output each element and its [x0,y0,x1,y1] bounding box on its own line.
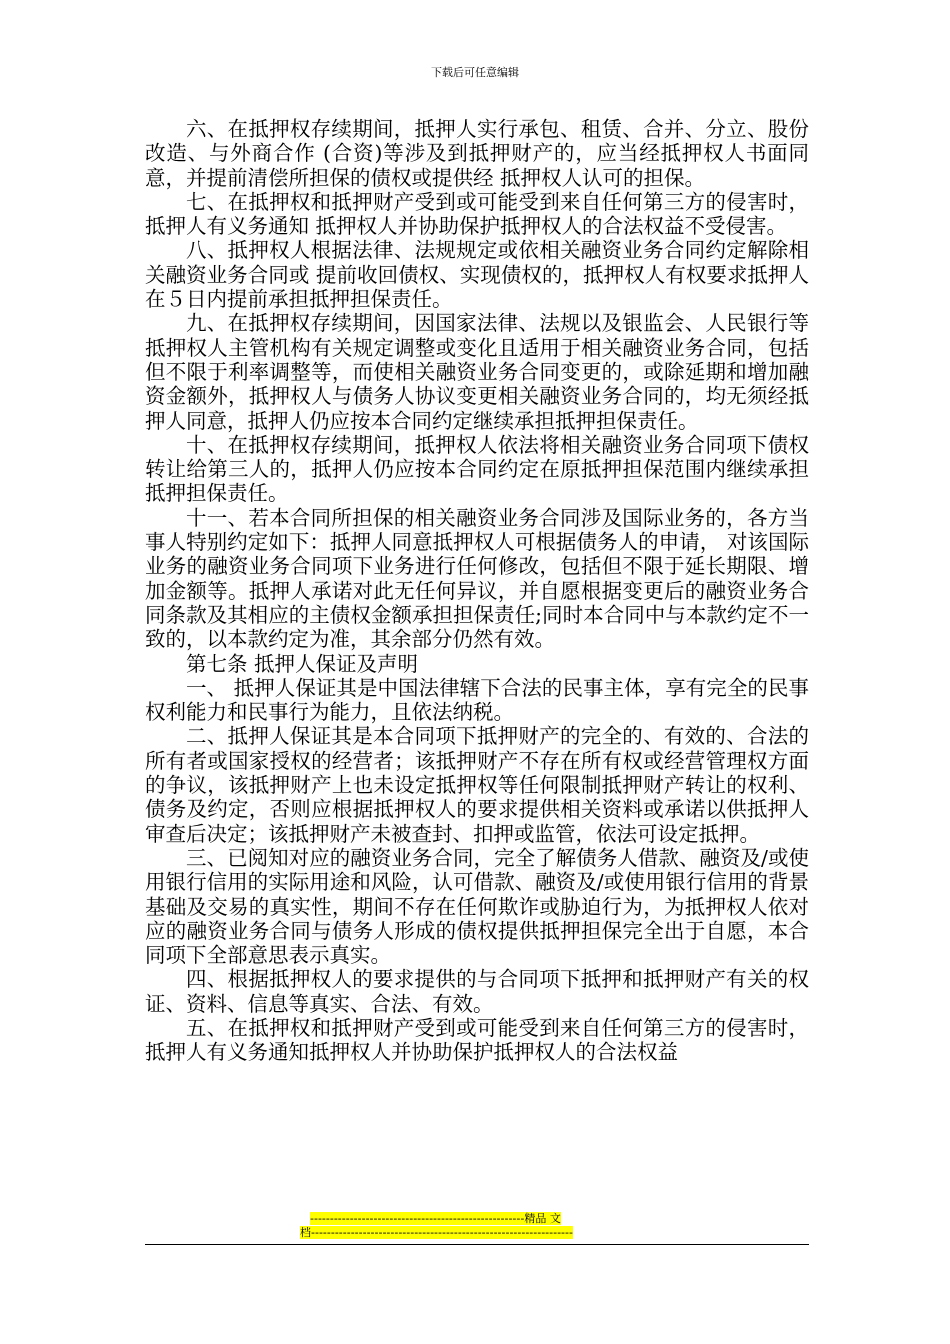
paragraph-warranty-4: 四、根据抵押权人的要求提供的与合同项下抵押和抵押财产有关的权证、资料、信息等真实、合法、有效。 [145,967,809,1016]
footer-divider [145,1244,809,1245]
page-header: 下载后可任意编辑 [431,66,519,79]
document-body [145,117,809,1065]
paragraph-warranty-1: 一、 抵押人保证其是中国法律辖下合法的民事主体，享有完全的民事权利能力和民事行为能力，且依法纳税。 [145,675,809,725]
paragraph-warranty-3: 三、已阅知对应的融资业务合同，完全了解债务人借款、融资及/或使用银行信用的实际用途和风险，认可借款、融资及/或使用银行信用的背景基础及交易的真实性，期间不存在任何欺诈或胁迫行为，为抵押权人依对应的融资业务合同与债务人形成的债权提供抵押担保完全出于自愿，本合同项下全部意思表示真实。 [145,845,809,968]
paragraph-clause-7: 七、在抵押权和抵押财产受到或可能受到来自任何第三方的侵害时，抵押人有义务通知 抵押权人并协助保护抵押权人的合法权益不受侵害。 [145,189,809,239]
footer-highlight-line-2: 档------------------------------------------------------------------ [300,1226,573,1239]
paragraph-clause-6: 六、在抵押权存续期间，抵押人实行承包、租赁、合并、分立、股份改造、与外商合作 (合资)等涉及到抵押财产的，应当经抵押权人书面同意，并提前清偿所担保的债权或提供经 抵押权人认可的担保。 [145,117,809,190]
paragraph-clause-9: 九、在抵押权存续期间，因国家法律、法规以及银监会、人民银行等抵押权人主管机构有关规定调整或变化且适用于相关融资业务合同，包括但不限于利率调整等，而使相关融资业务合同变更的，或除延期和增加融资金额外，抵押权人与债务人协议变更相关融资业务合同的，均无须经抵押人同意，抵押人仍应按本合同约定继续承担抵押担保责任。 [145,311,809,433]
paragraph-warranty-5: 五、在抵押权和抵押财产受到或可能受到来自任何第三方的侵害时，抵押人有义务通知抵押权人并协助保护抵押权人的合法权益 [145,1015,809,1065]
paragraph-clause-11: 十一、若本合同所担保的相关融资业务合同涉及国际业务的，各方当事人特别约定如下：抵押人同意抵押权人可根据债务人的申请， 对该国际业务的融资业务合同项下业务进行任何修改，包括但不限于延长期限、增加金额等。抵押人承诺对此无任何异议，并自愿根据变更后的融资业务合同条款及其相应的主债权金额承担担保责任;同时本合同中与本款约定不一 致的，以本款约定为准，其余部分仍然有效。 [145,505,809,652]
paragraph-clause-10: 十、在抵押权存续期间，抵押权人依法将相关融资业务合同项下债权转让给第三人的，抵押人仍应按本合同约定在原抵押担保范围内继续承担抵押担保责任。 [145,432,809,506]
paragraph-clause-8: 八、抵押权人根据法律、法规规定或依相关融资业务合同约定解除相关融资业务合同或 提前收回债权、实现债权的，抵押权人有权要求抵押人在５日内提前承担抵押担保责任。 [145,238,809,312]
footer-highlight-line-1: ------------------------------------------------------精品 文 [310,1212,561,1225]
page-footer [145,1212,809,1240]
article-7-heading: 第七条 抵押人保证及声明 [186,651,419,676]
paragraph-warranty-2: 二、抵押人保证其是本合同项下抵押财产的完全的、有效的、合法的所有者或国家授权的经营者；该抵押财产不存在所有权或经营管理权方面的争议，该抵押财产上也未设定抵押权等任何限制抵押财产转让的权利、债务及约定，否则应根据抵押权人的要求提供相关资料或承诺以供抵押人审查后决定；该抵押财产未被查封、扣押或监管，依法可设定抵押。 [145,724,809,846]
